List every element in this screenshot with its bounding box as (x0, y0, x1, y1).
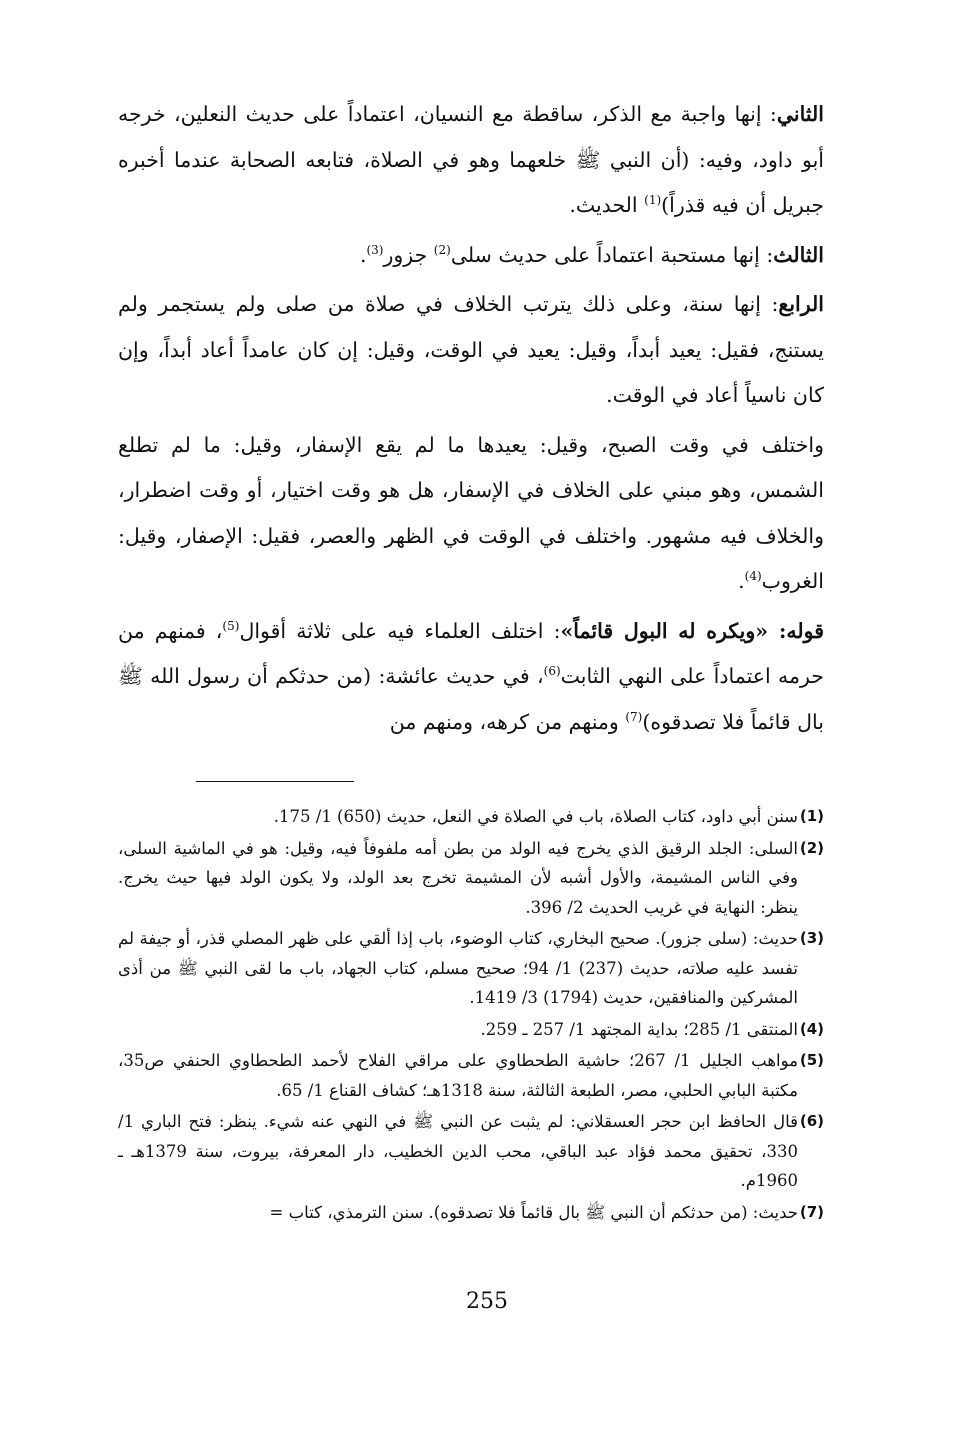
paragraph-text: : إنها سنة، وعلى ذلك يترتب الخلاف في صلاة من صلى ولم يستجمر ولم يستنج، فقيل: يعيد أبداً، وقيل: يعيد في الوقت، وقيل: إن كان عامداً أعاد أبداً، وإن كان ناسياً أعاد في الوقت. (118, 292, 824, 407)
paragraph-text: : اختلف العلماء فيه على ثلاثة أقوال (239, 618, 561, 643)
footnote-item (118, 1015, 824, 1045)
footnote-ref[interactable]: (1) (644, 193, 662, 208)
paragraph-morning-prayer (118, 423, 824, 605)
footnote-number: (3) (799, 929, 824, 947)
footnote-ref[interactable]: (6) (543, 664, 561, 679)
footnote-ref[interactable]: (3) (366, 242, 384, 257)
page-number: 255 (466, 1289, 508, 1314)
footnotes (118, 802, 824, 1227)
paragraph-lead: الثاني (776, 102, 824, 126)
footnote-text: السلى: الجلد الرقيق الذي يخرج فيه الولد من بطن أمه ملفوفاً فيه، وقيل: هو في الماشية السلى، وفي الناس المشيمة، والأول أشبه لأن المشيمة تخرج بعد الولد، ولا يكون الولد فيها حيث يخرج. ينظر: النهاية في غريب الحديث 2/ 396. (118, 838, 798, 917)
paragraph-tail: جزور (383, 242, 434, 267)
footnote-text: المنتقى 1/ 285؛ بداية المجتهد 1/ 257 ـ 259. (480, 1019, 798, 1039)
paragraph-text: : إنها واجبة مع الذكر، ساقطة مع النسيان، اعتماداً على حديث النعلين، خرجه أبو داود، وفيه: (أن النبي ﷺ خلعهما وهو في الصلاة، فتابعه الصحابة عندما أخبره جبريل أن فيه قذراً) (118, 102, 824, 217)
footnote-number: (7) (799, 1202, 824, 1221)
footnote-text: قال الحافظ ابن حجر العسقلاني: لم يثبت عن النبي ﷺ في النهي عنه شيء. ينظر: فتح الباري 1/ 330، تحقيق محمد فؤاد عبد الباقي، محب الدين الخطيب، دار المعرفة، بيروت، سنة 1379هـ ـ 1960م. (118, 1112, 798, 1190)
paragraph-fourth-opinion (118, 282, 824, 419)
paragraph-tail: ، فمنهم من حرمه اعتماداً على النهي الثابت (118, 618, 824, 688)
footnote-item (118, 1046, 824, 1105)
paragraph-text: : إنها مستحبة اعتماداً على حديث سلى (450, 242, 774, 267)
footnote-text: حديث: (سلى جزور). صحيح البخاري، كتاب الوضوء، باب إذا ألقي على ظهر المصلي قذر، أو جيفة لم تفسد عليه صلاته، حديث (237) 1/ 94؛ صحيح مسلم، كتاب الجهاد، باب ما لقى النبي ﷺ من أذى المشركين والمنافقين، حديث (1794) 3/ 1419. (118, 929, 798, 1007)
paragraph-lead: قوله: «ويكره له البول قائماً» (560, 618, 825, 643)
paragraph-tail: . (359, 242, 367, 267)
paragraph-lead: الرابع (778, 292, 824, 316)
footnote-item (118, 1107, 824, 1196)
paragraph-text: واختلف في وقت الصبح، وقيل: يعيدها ما لم يقع الإسفار، وقيل: ما لم تطلع الشمس، وهو مبني على الخلاف في الإسفار، هل هو وقت اختيار، أو وقت اضطرار، والخلاف فيه مشهور. واختلف في الوقت في الظهر والعصر، فقيل: الإصفار، وقيل: الغروب (118, 432, 824, 593)
footnote-text: سنن أبي داود، كتاب الصلاة، باب في الصلاة في النعل، حديث (650) 1/ 175. (273, 807, 798, 826)
paragraph-second-opinion (118, 92, 824, 229)
footnote-ref[interactable]: (4) (744, 569, 762, 584)
paragraph-tail: . (738, 569, 745, 593)
footnote-text: حديث: (من حدثكم أن النبي ﷺ بال قائماً فلا تصدقوه). سنن الترمذي، كتاب = (269, 1202, 798, 1222)
paragraph-tail: الحديث. (569, 193, 645, 217)
footnote-number: (6) (799, 1112, 824, 1130)
paragraph-standing-urination (118, 609, 824, 746)
footnote-number: (1) (799, 807, 824, 825)
paragraph-tail: ومنهم من كرهه، ومنهم من (389, 709, 626, 734)
footnote-separator (196, 781, 354, 782)
paragraph-third-opinion (118, 233, 824, 279)
footnote-ref[interactable]: (7) (625, 709, 643, 724)
footnote-item (118, 1198, 824, 1228)
footnote-item (118, 924, 824, 1013)
footnote-ref[interactable]: (5) (222, 618, 240, 633)
book-page (118, 92, 824, 1229)
paragraph-tail: ، في حديث عائشة: (من حدثكم أن رسول الله ﷺ بال قائماً فلا تصدقوه) (118, 664, 824, 734)
footnote-number: (5) (799, 1051, 824, 1069)
footnote-number: (2) (799, 838, 824, 857)
footnote-text: مواهب الجليل 1/ 267؛ حاشية الطحطاوي على مراقي الفلاح لأحمد الطحطاوي الحنفي ص35، مكتبة البابي الحلبي، مصر، الطبعة الثالثة، سنة 1318هـ؛ كشاف القناع 1/ 65. (118, 1051, 798, 1100)
footnote-item (118, 802, 824, 832)
paragraph-lead: الثالث (773, 242, 824, 267)
footnote-item (118, 834, 824, 923)
footnote-number: (4) (799, 1019, 824, 1038)
footnote-ref[interactable]: (2) (433, 242, 451, 257)
